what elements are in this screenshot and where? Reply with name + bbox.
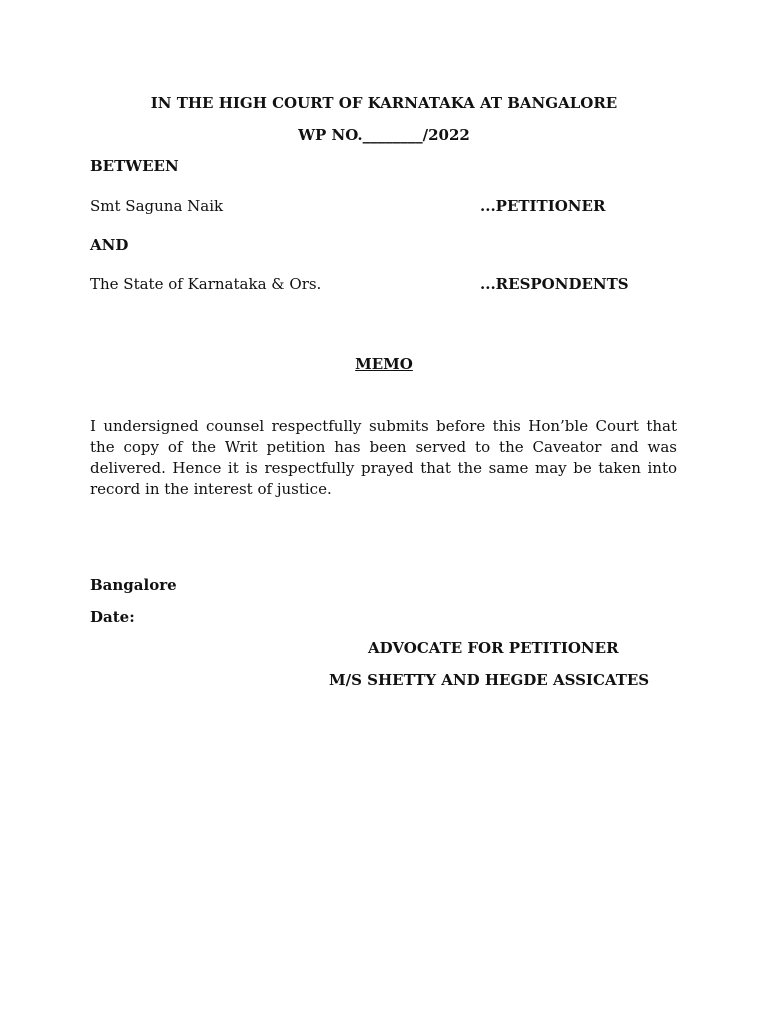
respondent-name: The State of Karnataka & Ors. bbox=[90, 275, 322, 293]
date-label: Date: bbox=[90, 608, 135, 626]
petitioner-role: ...PETITIONER bbox=[480, 197, 606, 215]
respondent-role: ...RESPONDENTS bbox=[480, 275, 629, 293]
signatory-title: ADVOCATE FOR PETITIONER bbox=[368, 639, 619, 657]
case-number: WP NO.________/2022 bbox=[298, 126, 470, 144]
and-label: AND bbox=[90, 236, 129, 254]
place-label: Bangalore bbox=[90, 576, 177, 594]
memo-title: MEMO bbox=[355, 355, 413, 373]
memo-body: I undersigned counsel respectfully submits before this Hon’ble Court that the copy of the Writ petition has been served to the Caveator and was delivered. Hence it is respectfully prayed that the same may be taken into record in the interest of justice. bbox=[90, 417, 677, 498]
court-heading: IN THE HIGH COURT OF KARNATAKA AT BANGALORE bbox=[150, 94, 618, 112]
petitioner-name: Smt Saguna Naik bbox=[90, 197, 224, 215]
signatory-firm: M/S SHETTY AND HEGDE ASSICATES bbox=[329, 671, 650, 689]
between-label: BETWEEN bbox=[90, 157, 179, 175]
